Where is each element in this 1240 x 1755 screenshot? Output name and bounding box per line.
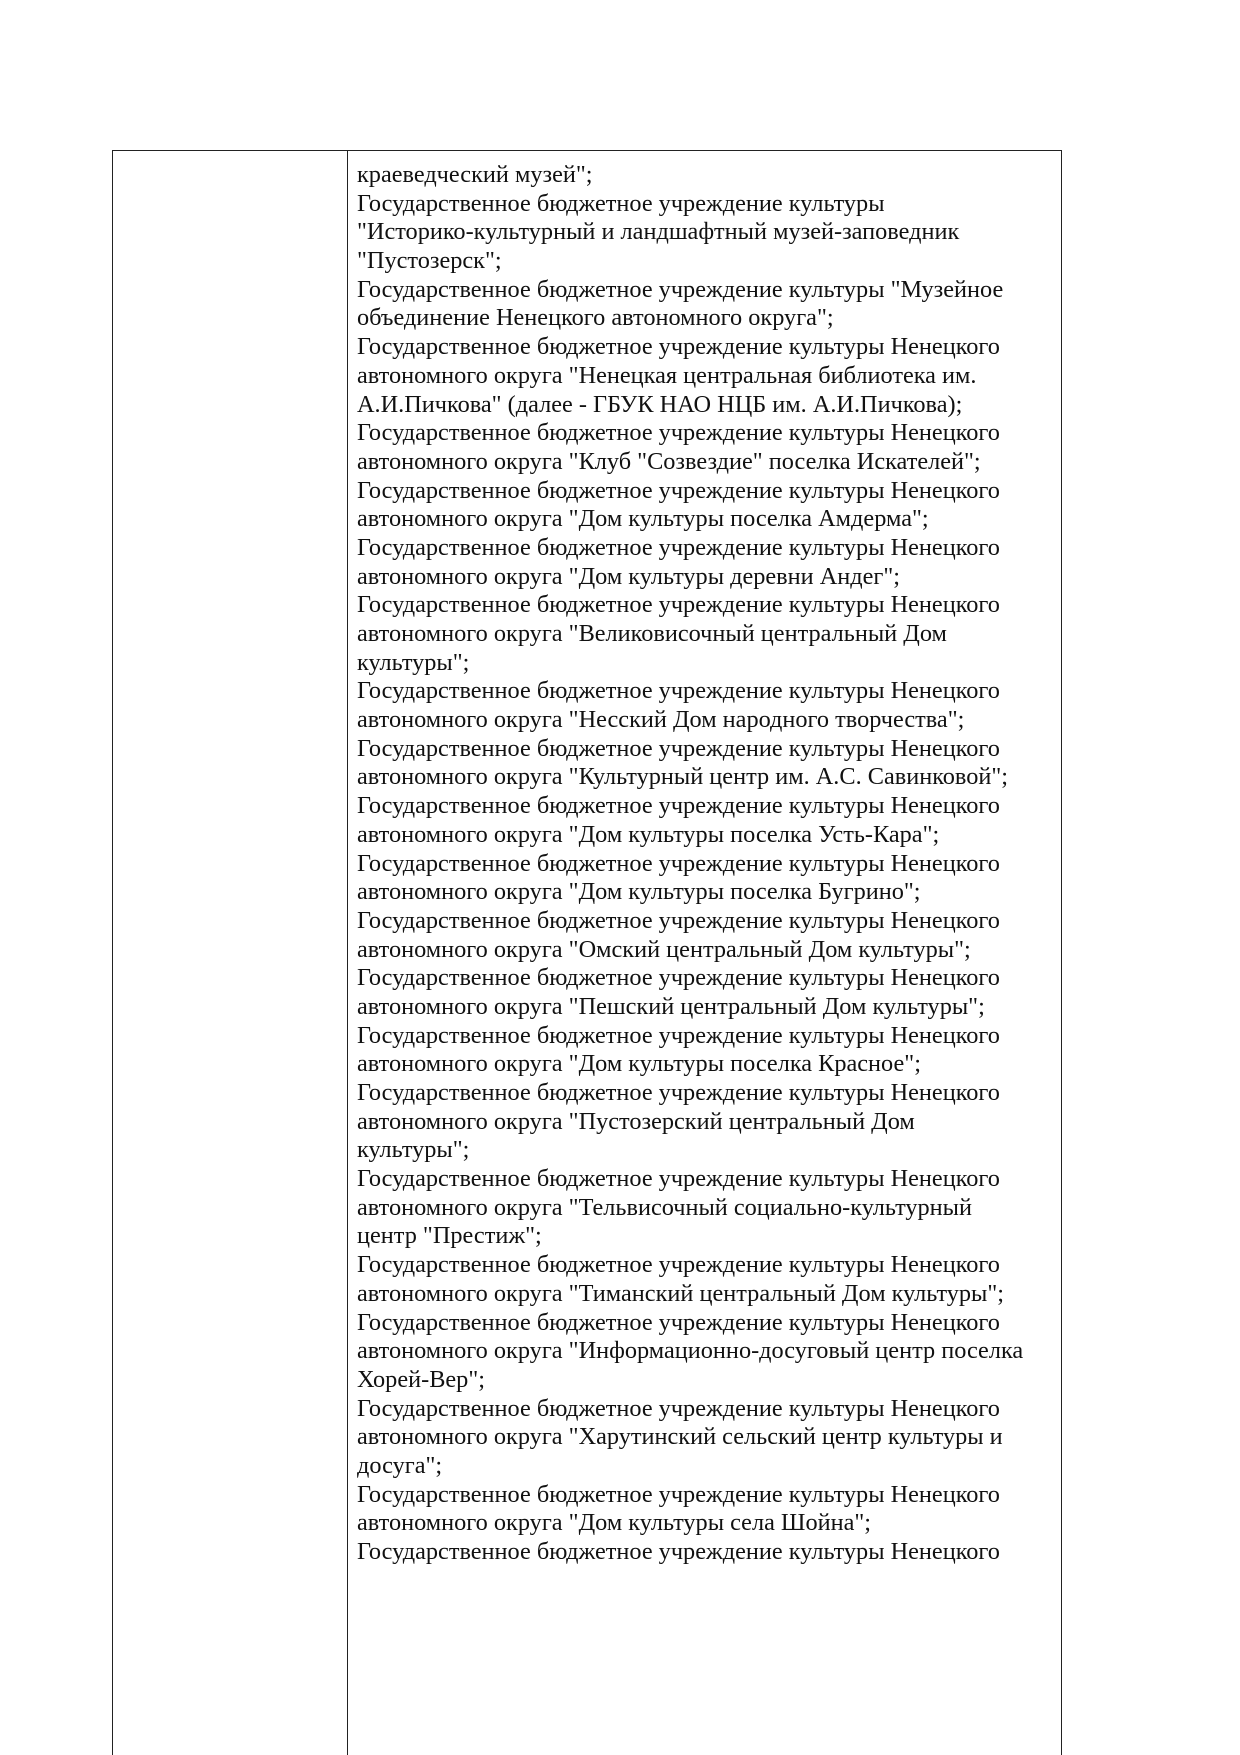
text-line: Государственное бюджетное учреждение культуры Ненецкого: [357, 1480, 1000, 1508]
text-line: "Пустозерск";: [357, 247, 502, 275]
text-line: Государственное бюджетное учреждение культуры Ненецкого: [357, 1021, 1000, 1049]
text-line: Государственное бюджетное учреждение культуры Ненецкого: [357, 1538, 1000, 1565]
text-line: Государственное бюджетное учреждение культуры Ненецкого: [357, 533, 1000, 561]
text-line: культуры";: [357, 1136, 470, 1164]
text-line: Государственное бюджетное учреждение культуры Ненецкого: [357, 419, 1000, 447]
text-line: автономного округа "Пешский центральный Дом культуры";: [357, 992, 985, 1020]
text-line: автономного округа "Дом культуры поселка Амдерма";: [357, 505, 929, 533]
text-line: автономного округа "Дом культуры поселка Бугрино";: [357, 878, 921, 906]
text-line: автономного округа "Ненецкая центральная библиотека им.: [357, 361, 977, 389]
text-line: автономного округа "Омский центральный Дом культуры";: [357, 935, 971, 963]
text-line: Государственное бюджетное учреждение культуры Ненецкого: [357, 333, 1000, 361]
text-line: Государственное бюджетное учреждение культуры Ненецкого: [357, 591, 1000, 619]
text-line: автономного округа "Тельвисочный социально-культурный: [357, 1193, 973, 1221]
text-line: автономного округа "Дом культуры села Шойна";: [357, 1509, 872, 1537]
text-line: Государственное бюджетное учреждение культуры: [357, 189, 885, 217]
text-line: автономного округа "Дом культуры поселка Усть-Кара";: [357, 820, 940, 848]
text-line: автономного округа "Информационно-досуговый центр поселка: [357, 1337, 1024, 1365]
text-line: культуры";: [357, 648, 470, 676]
table-cell-right: [348, 151, 1062, 1755]
text-line: Государственное бюджетное учреждение культуры Ненецкого: [357, 1079, 1000, 1106]
text-line: Государственное бюджетное учреждение культуры Ненецкого: [357, 964, 1000, 992]
text-line: Государственное бюджетное учреждение культуры Ненецкого: [357, 849, 1000, 877]
text-line: автономного округа "Дом культуры поселка Красное";: [357, 1050, 921, 1078]
text-line: автономного округа "Культурный центр им. А.С. Савинковой";: [357, 763, 1009, 791]
text-line: центр "Престиж";: [357, 1222, 542, 1250]
text-line: Государственное бюджетное учреждение культуры Ненецкого: [357, 476, 1000, 504]
text-line: "Историко-культурный и ландшафтный музей-заповедник: [357, 218, 960, 246]
text-line: автономного округа "Пустозерский центральный Дом: [357, 1107, 915, 1135]
text-line: автономного округа "Тиманский центральный Дом культуры";: [357, 1279, 1005, 1307]
text-line: Государственное бюджетное учреждение культуры Ненецкого: [357, 1165, 1000, 1193]
document-table: [112, 150, 1062, 1755]
text-line: Хорей-Вер";: [357, 1365, 485, 1393]
text-line: Государственное бюджетное учреждение культуры Ненецкого: [357, 906, 1000, 934]
text-line: Государственное бюджетное учреждение культуры Ненецкого: [357, 677, 1000, 705]
text-line: А.И.Пичкова" (далее - ГБУК НАО НЦБ им. А.И.Пичкова);: [357, 390, 963, 418]
text-line: автономного округа "Несский Дом народного творчества";: [357, 706, 965, 734]
table-cell-left: [112, 151, 348, 1755]
text-line: Государственное бюджетное учреждение культуры Ненецкого: [357, 734, 1000, 762]
text-line: автономного округа "Клуб "Созвездие" поселка Искателей";: [357, 447, 981, 475]
institution-list: [357, 161, 1057, 1567]
text-line: автономного округа "Великовисочный центральный Дом: [357, 620, 947, 647]
text-line: досуга";: [357, 1451, 443, 1479]
text-line: Государственное бюджетное учреждение культуры "Музейное: [357, 275, 1004, 303]
text-line: объединение Ненецкого автономного округа";: [357, 304, 834, 332]
text-line: автономного округа "Дом культуры деревни Андег";: [357, 562, 901, 590]
text-line: Государственное бюджетное учреждение культуры Ненецкого: [357, 1251, 1000, 1279]
text-line: Государственное бюджетное учреждение культуры Ненецкого: [357, 792, 1000, 820]
text-line: краеведческий музей";: [357, 161, 593, 188]
text-line: Государственное бюджетное учреждение культуры Ненецкого: [357, 1308, 1000, 1336]
text-line: автономного округа "Харутинский сельский центр культуры и: [357, 1423, 1003, 1451]
text-line: Государственное бюджетное учреждение культуры Ненецкого: [357, 1394, 1000, 1422]
